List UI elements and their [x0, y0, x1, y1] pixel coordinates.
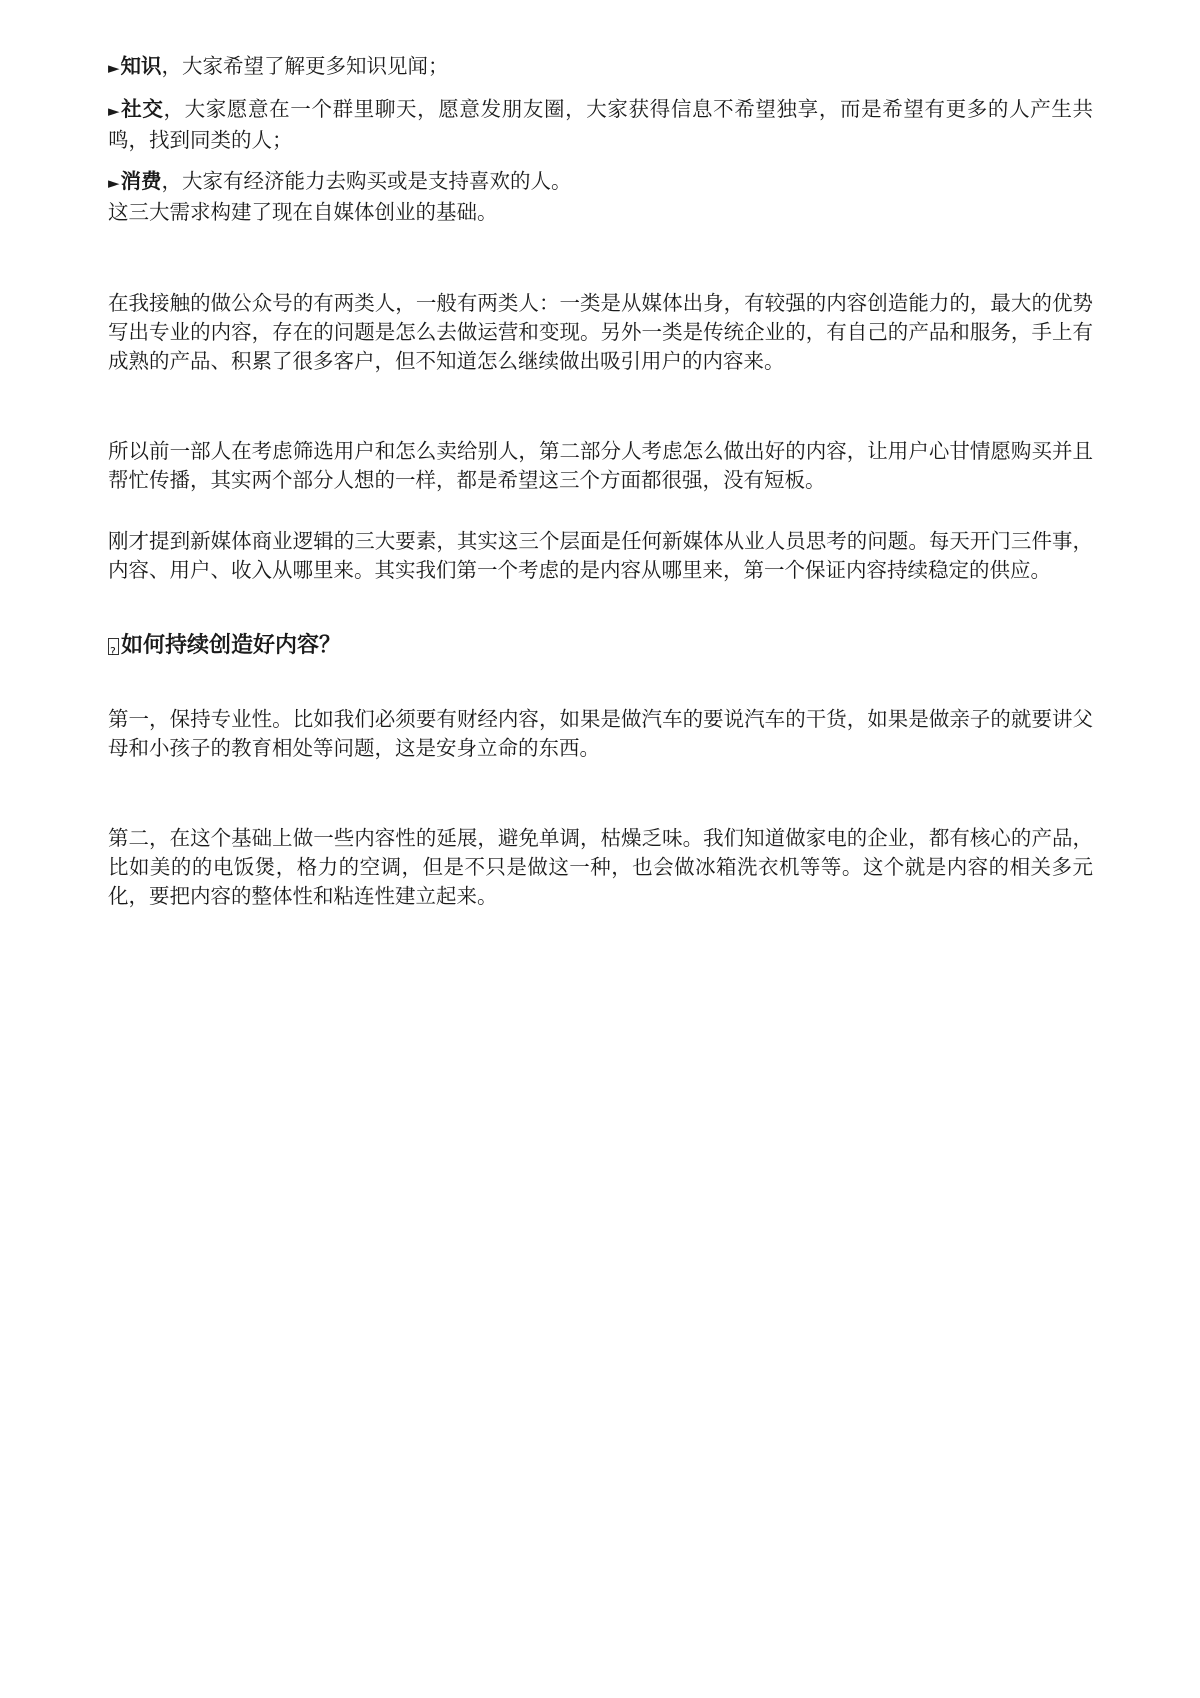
bullet-text: ，大家希望了解更多知识见闻；	[161, 54, 449, 78]
paragraph-two-groups: 所以前一部人在考虑筛选用户和怎么卖给别人，第二部分人考虑怎么做出好的内容，让用户心甘情愿购买并且帮忙传播，其实两个部分人想的一样，都是希望这三个方面都很强，没有短板。	[108, 439, 1093, 492]
missing-glyph-icon	[108, 638, 119, 655]
bullet-text: ，大家有经济能力去购买或是支持喜欢的人。	[161, 169, 572, 193]
paragraph-second-point: 第二，在这个基础上做一些内容性的延展，避免单调，枯燥乏味。我们知道做家电的企业，都有核心的产品，比如美的的电饭煲，格力的空调，但是不只是做这一种，也会做冰箱洗衣机等等。这个就是内容的相关多元化，要把内容的整体性和粘连性建立起来。	[108, 826, 1093, 908]
triangle-bullet-icon: ►	[108, 102, 120, 120]
bullet-text: ，大家愿意在一个群里聊天，愿意发朋友圈，大家获得信息不希望独享，而是希望有更多的人产生共鸣，找到同类的人；	[108, 97, 1093, 152]
paragraph-three-elements: 刚才提到新媒体商业逻辑的三大要素，其实这三个层面是任何新媒体从业人员思考的问题。每天开门三件事，内容、用户、收入从哪里来。其实我们第一个考虑的是内容从哪里来，第一个保证内容持续稳定的供应。	[108, 529, 1093, 582]
triangle-bullet-icon: ►	[108, 174, 120, 192]
triangle-bullet-icon: ►	[108, 59, 120, 77]
bullet-social	[108, 95, 1093, 155]
document-page	[108, 52, 1093, 911]
bullet-knowledge	[108, 52, 1093, 83]
section-heading	[108, 631, 1093, 661]
bullet-term: 社交	[120, 97, 164, 121]
bullet-term: 知识	[120, 54, 162, 78]
paragraph-two-types: 在我接触的做公众号的有两类人，一般有两类人：一类是从媒体出身，有较强的内容创造能力的，最大的优势写出专业的内容，存在的问题是怎么去做运营和变现。另外一类是传统企业的，有自己的产品和服务，手上有成熟的产品、积累了很多客户，但不知道怎么继续做出吸引用户的内容来。	[108, 291, 1093, 373]
summary-line: 这三大需求构建了现在自媒体创业的基础。	[108, 200, 498, 224]
section-heading-text: 如何持续创造好内容？	[121, 633, 342, 658]
paragraph-first-point: 第一，保持专业性。比如我们必须要有财经内容，如果是做汽车的要说汽车的干货，如果是做亲子的就要讲父母和小孩子的教育相处等问题，这是安身立命的东西。	[108, 707, 1093, 760]
bullet-term: 消费	[120, 169, 162, 193]
bullet-consumption	[108, 167, 1093, 198]
